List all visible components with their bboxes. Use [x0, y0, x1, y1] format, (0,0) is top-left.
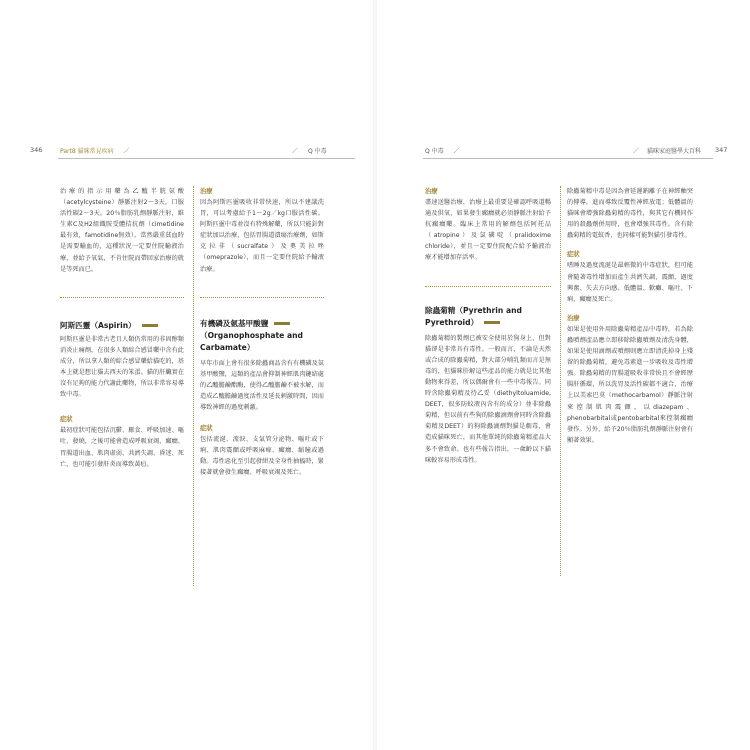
title-bar	[484, 321, 500, 324]
header-slash: ／	[453, 148, 460, 155]
treatment-body: 因為阿斯匹靈吸收非常快速，所以不建議洗胃，可以考慮給予1～2g／kg口服活性碳。阿斯匹靈中毒並沒有特殊解藥，所以只能針對症狀加以治療，包括胃腸道潰瘍治療劑，如斯克拉非（sucralfate）及奧美拉唑（omeprazole），而且一定要住院給予輸液治療。	[200, 199, 324, 273]
right-header-section	[425, 146, 460, 155]
title-bar	[142, 324, 158, 327]
right-column-2	[567, 186, 693, 446]
part-label: Part8 貓咪常見疾病	[60, 148, 114, 155]
header-slash: ／	[292, 148, 299, 155]
treatment-heading: 治療	[425, 188, 438, 195]
left-header-part	[60, 146, 130, 155]
section-divider	[200, 297, 324, 298]
header-slash: ／	[633, 148, 640, 155]
right-header-book	[633, 146, 701, 155]
treatment-body: 如果是使用外用除蟲菊精產品中毒時，若為除蟲噴劑產品應立即移除除蟲噴劑及清洗身體，如果是使用滴劑或噴劑則應立即清洗掉身上殘留的除蟲菊精，避免毒素進一步吸收及毒性增強。除蟲菊精的胃腸道吸收非常快且不會經歷腸肝循環，所以洗胃及活性碳都不適合，治療上以美索巴莫（methocarbamol）靜脈注射來控制肌肉震顫，以diazepam、phenobarbital或pentobarbital來控制癲癇發作。另外，給予20％脂肪乳劑靜脈注射會有顯著效果。	[567, 325, 693, 444]
organophosphate-title-line3: Carbamate）	[200, 342, 255, 352]
treatment-heading: 治療	[567, 314, 580, 322]
pyrethrin-title-line2: Pyrethroid）	[425, 317, 551, 329]
page-number-left: 346	[30, 146, 43, 154]
section-divider	[60, 297, 184, 298]
left-header-section	[292, 146, 327, 155]
left-column-2	[200, 186, 324, 479]
intro-paragraph: 除蟲菊精中毒是因為會延遲鈉離子在神經軸突的傳導，進而導致反覆性神經放電；低體溫的貓咪會增強除蟲菊精的毒性，與其它有機同作用的殺蟲劑併用時，也會增強其毒性。含有除蟲菊精的電蚊香，也同樣可能對貓引發毒性。	[567, 188, 693, 240]
left-column-1	[60, 186, 184, 470]
organophosphate-title-line2: （Organophosphate and	[200, 330, 303, 340]
section-divider	[425, 286, 551, 287]
aspirin-title: 阿斯匹靈（Aspirin）	[60, 320, 184, 332]
symptom-body: 包括流涎、流淚、支氣管分泌物、嘔吐或下痢、肌肉震顫或呼吸麻痺、癲癇、縮瞳或過動。毒性惡化至引起發紺及全身性抽搐時，緊接著就會發生癲癇、呼吸衰竭及死亡。	[200, 436, 324, 477]
treatment-body: 盡速送醫治療，治療上最重要是確認呼吸道暢通及供氧，如果發生癲癇就必須靜脈注射給予抗癲癇藥。臨床上常用的解劑包括阿托品（atropine）及氯磷啶（pralidoxime chloride），並且一定要住院配合給予輸液治療才能增加存活率。	[425, 199, 551, 262]
intro-paragraph: 治療的指示用藥為乙醯半胱氨酸（acetylcysteine）靜脈注射2～3天，口服活性碳2～3天。20％脂肪乳劑靜脈注射，維生素C及H2組織胺受體拮抗劑（cimetidine最有效，famotidine無效）。當然嚴重貧血時是需要輸血的，這種狀況一定要住院輸液治療，並給予氧氣，不肯住院而帶回家治療的就是等死而已。	[60, 188, 184, 273]
column-divider	[560, 186, 561, 576]
pyrethrin-body: 除蟲菊精的製劑已被安全使用於狗身上，但對貓卻是非常具有毒性。一般而言，不論是天然或合成的除蟲菊精，對大部分哺乳類而言是無毒的，但貓咪肝解這些產品的能力就是比其他動物來得差，所以偶爾會有一些中毒報告。同時含除蟲菊精及待乙妥（diethyltoluamide, DEET，很多防蚊液內含有的成分）並非除蟲菊精，但以前有些狗的除蟲滴劑會同時含除蟲菊精及DEET）的狗除蟲滴劑對貓是劇毒，會造成貓咪死亡，而其他單純的除蟲菊精產品大多不會致命。也有些報告指出，一歲齡以下貓咪較容易形成毒性。	[425, 334, 551, 464]
symptom-heading: 症狀	[200, 425, 213, 433]
title-bar	[274, 322, 290, 325]
right-column-1	[425, 186, 551, 466]
aspirin-body: 阿斯匹靈是非常古老且人類仍常用的非固醇類消炎止痛劑，在很多人類綜合感冒藥中含有此成分，所以拿人類的綜合感冒藥給貓吃的，基本上就是想让貓去西天的笨蛋。貓的肝臟實在沒有足夠的能力代謝此藥物，所以非常容易導致中毒。	[60, 335, 184, 399]
column-divider	[193, 186, 194, 586]
symptom-body: 最初症狀可能包括沉鬱、厭食、呼吸加速、嘔吐、發燒，之後可能會造成呼吸衰竭、癲癇、胃腸道出血、肌肉虛弱、共濟失調、昏迷、死亡，也可能引發肝炎而導致黃疸。	[60, 427, 184, 468]
section-label: Q 中毒	[307, 148, 327, 155]
right-page	[375, 0, 750, 750]
header-slash: ／	[123, 148, 130, 155]
organophosphate-title: 有機磷及氨基甲酸鹽	[200, 318, 324, 330]
organophosphate-body: 早年市面上會有很多除蟲商品含有有機磷及氨基甲酸鹽，這類的產品會抑制神經肌肉鏈結處的乙醯膽鹼酯酶，使得乙醯膽鹼不被水解，而造成乙醯膽鹼過度活性及延長刺激時間，因而導致神經的過度刺激。	[200, 359, 324, 412]
page-number-right: 347	[715, 146, 728, 154]
section-label: Q 中毒	[425, 148, 444, 155]
pyrethrin-title: 除蟲菊精（Pyrethrin and	[425, 305, 522, 315]
book-title: 貓咪家庭醫學大百科	[646, 148, 701, 155]
treatment-heading: 治療	[200, 188, 213, 195]
symptom-heading: 症狀	[60, 416, 73, 424]
symptom-body: 嗜睡及過度流涎是最輕微的中毒症狀，但可能會隨著毒性增加而產生共濟失調、震顫、過度興奮、失去方向感、低體溫、軟癱、嘔吐、下痢、癲癇及死亡。	[567, 262, 693, 303]
symptom-heading: 症狀	[567, 251, 580, 259]
header-rule	[58, 158, 355, 159]
header-rule	[423, 158, 713, 159]
